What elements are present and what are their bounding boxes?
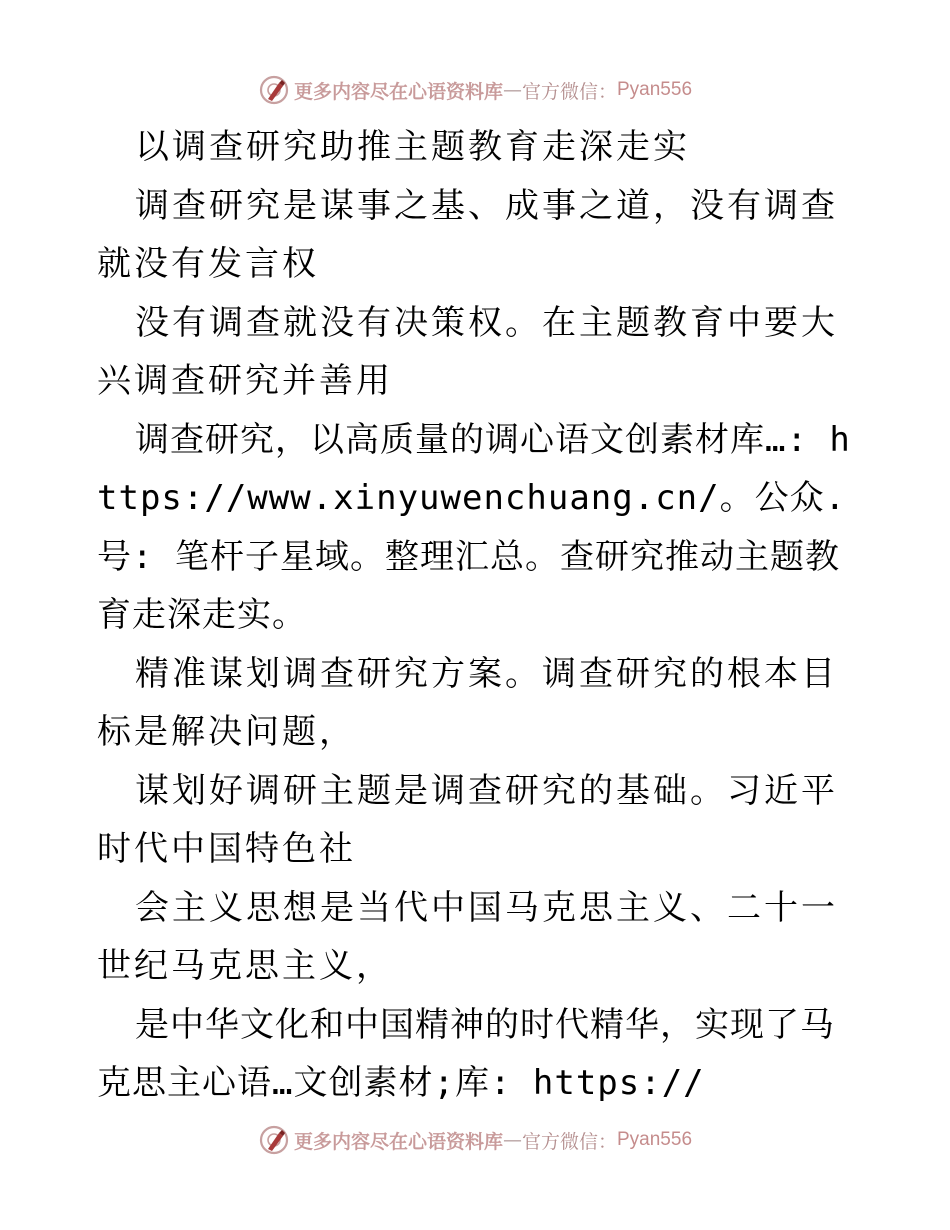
pen-nib-circle-icon [258, 74, 290, 106]
watermark-separator: — [502, 79, 522, 101]
watermark-wechat-label: 官方微信： [521, 80, 617, 103]
pen-nib-circle-icon [258, 1124, 290, 1156]
watermark-main-text: 更多内容尽在心语资料库 [293, 1130, 503, 1153]
document-paragraph: 谋划好调研主题是调查研究的基础。习近平时代中国特色社 [97, 770, 838, 869]
document-paragraph: 精准谋划调查研究方案。调查研究的根本目标是解决问题， [97, 653, 838, 752]
document-paragraph: 没有调查就没有决策权。在主题教育中要大兴调查研究并善用 [97, 302, 838, 401]
document-paragraph: 调查研究，以高质量的调心语文创素材库…: https://www.xinyuwenchuang.cn/。公众.号: 笔杆子星域。整理汇总。查研究推动主题教育走深走实。 [97, 419, 851, 635]
watermark-wechat-id: Pyan556 [617, 79, 693, 100]
document-paragraph: 会主义思想是当代中国马克思主义、二十一世纪马克思主义， [97, 887, 838, 986]
header-watermark [0, 70, 950, 110]
document-paragraph: 以调查研究助推主题教育走深走实 [135, 127, 690, 167]
watermark-main-text: 更多内容尽在心语资料库 [293, 80, 503, 103]
document-body [97, 118, 857, 1113]
document-paragraph: 是中华文化和中国精神的时代精华，实现了马克思主心语…文创素材;库: https:// [97, 1004, 835, 1103]
watermark-wechat-label: 官方微信： [521, 1130, 617, 1153]
document-paragraph: 调查研究是谋事之基、成事之道，没有调查就没有发言权 [97, 185, 838, 284]
watermark-wechat-id: Pyan556 [617, 1129, 693, 1150]
watermark-separator: — [502, 1129, 522, 1151]
footer-watermark [0, 1120, 950, 1160]
